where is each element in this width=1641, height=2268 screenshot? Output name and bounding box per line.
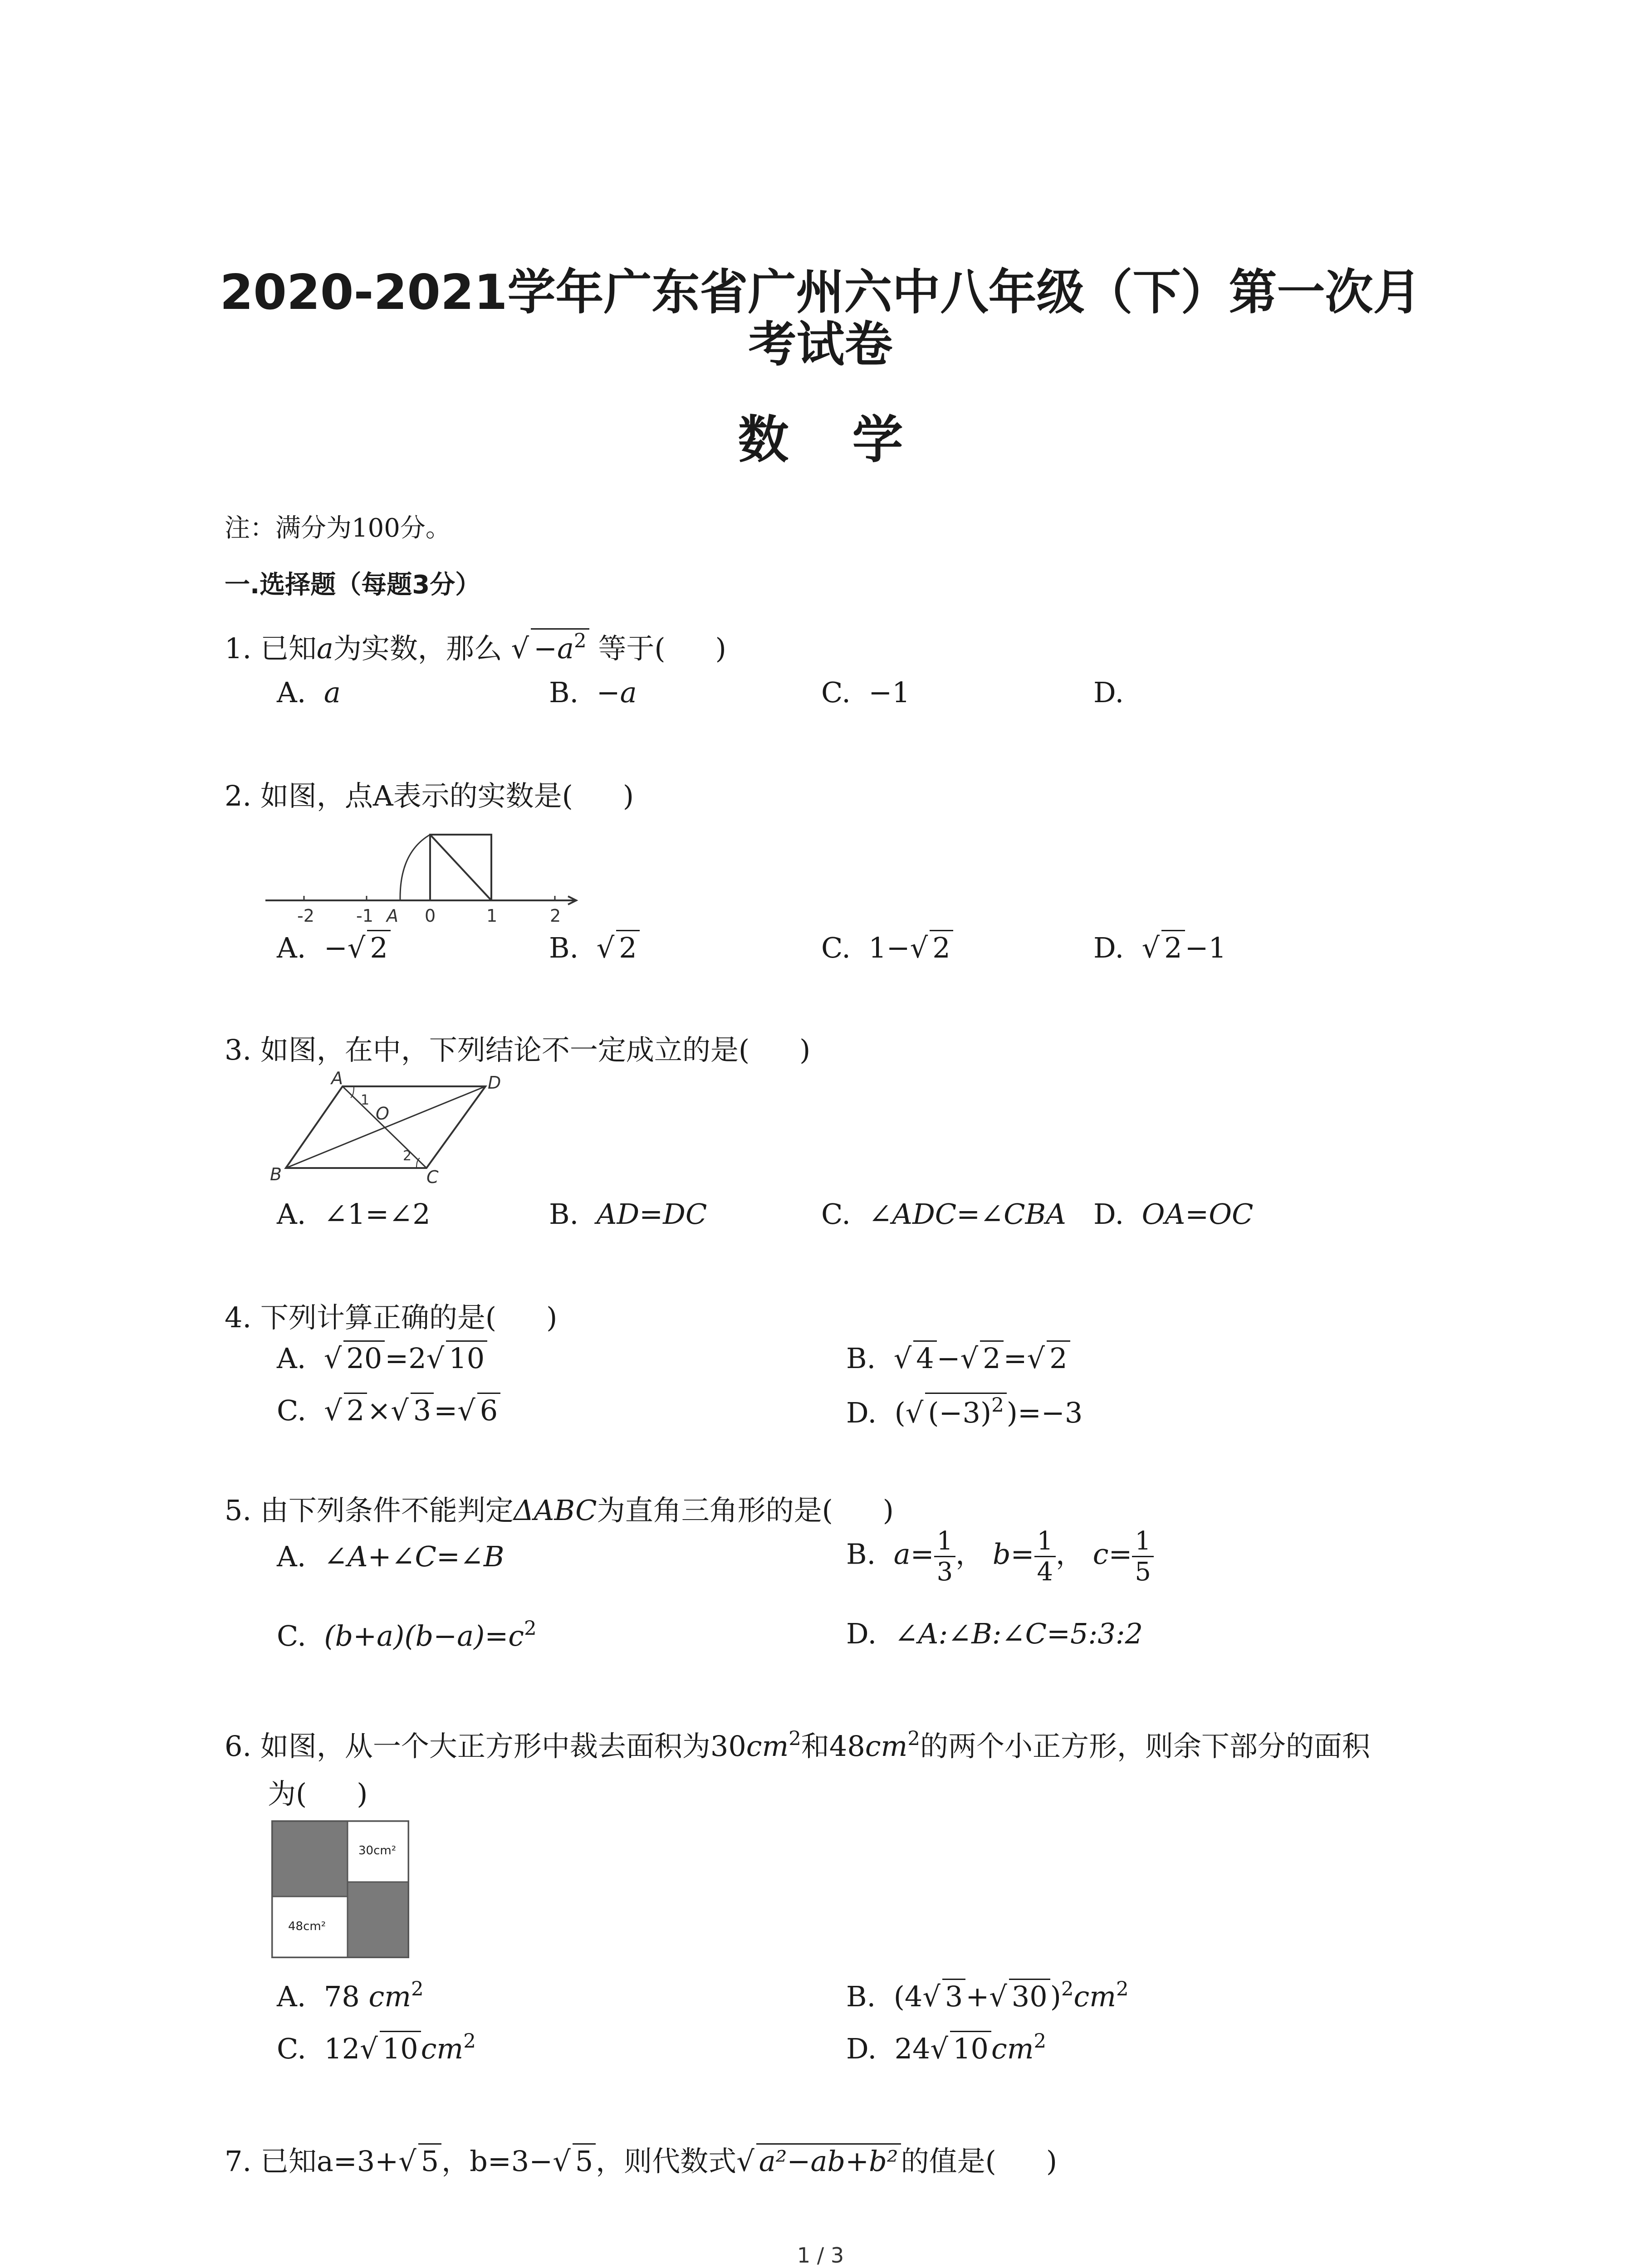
section-heading-choice: 一.选择题（每题3分） xyxy=(225,570,481,600)
question-6-line1: 6. 如图，从一个大正方形中裁去面积为$30cm^2$和$48cm^2$的两个小正方形，则余下部分的面积 xyxy=(225,1727,1370,1763)
score-note: 注：满分为100分。 xyxy=(225,513,451,543)
vertex-label-c: C xyxy=(426,1167,439,1187)
question-7: 7. 已知a=3+√ 5，b=3−√ 5，则代数式√ a²−ab+b²的值是( ) xyxy=(225,2139,1057,2179)
subject-title: 数学 xyxy=(738,411,967,469)
q6-option-b: B. (4√ 3+√ $30)^2cm^2$ xyxy=(846,1978,1129,2013)
q6-option-d: D. 24√ $10cm^2$ xyxy=(846,2030,1047,2065)
tick-label-2: 2 xyxy=(550,906,561,926)
q3-option-a: A. ∠1=∠2 xyxy=(277,1198,431,1231)
question-3: 3. 如图，在中，下列结论不一定成立的是( ) xyxy=(225,1033,811,1066)
question-1: 1. 已知a为实数，那么 √ $-a^2$ 等于( ) xyxy=(225,626,726,666)
question-5: 5. 由下列条件不能判定ΔABC为直角三角形的是( ) xyxy=(225,1494,894,1527)
vertex-label-a: A xyxy=(331,1068,343,1088)
point-label-a: A xyxy=(387,906,398,926)
q4-option-a: A. √ 20=2√ 10 xyxy=(277,1340,487,1375)
vertex-label-b: B xyxy=(270,1164,282,1184)
sqrt-expression: √ $-a^2$ xyxy=(511,628,589,665)
center-label-o: O xyxy=(376,1104,389,1124)
question-2: 2. 如图，点A表示的实数是( ) xyxy=(225,779,634,812)
question-4: 4. 下列计算正确的是( ) xyxy=(225,1301,558,1334)
page-title-line1: 2020-2021学年广东省广州六中八年级（下）第一次月 xyxy=(220,264,1421,320)
q1-option-a: A. a xyxy=(277,676,341,709)
q6-option-a: A. 78 $cm^2$ xyxy=(277,1978,424,2013)
q6-option-c: C. 12√ $10cm^2$ xyxy=(277,2030,476,2065)
q5-option-b: B. a= $\frac{1}{3}$ ， b= $\frac{1}{4}$ ， c= $\frac{1}{5}$ xyxy=(846,1526,1154,1587)
tick-label-neg1: -1 xyxy=(356,906,373,926)
angle-label-2: 2 xyxy=(403,1148,412,1164)
q3-option-d: D. OA=OC xyxy=(1093,1198,1254,1231)
tick-label-neg2: -2 xyxy=(297,906,314,926)
q2-option-b: B. √ 2 xyxy=(549,930,640,964)
number-line-figure xyxy=(263,816,590,925)
square-label-30: 30cm² xyxy=(358,1844,397,1857)
page-number: 1 / 3 xyxy=(797,2243,844,2268)
q2-option-d: D. √ 2−1 xyxy=(1093,930,1226,964)
q3-option-b: B. AD=DC xyxy=(549,1198,707,1231)
q5-option-d: D. ∠A:∠B:∠C=5:3:2 xyxy=(846,1617,1143,1650)
q2-option-a: A. −√ 2 xyxy=(277,930,391,964)
q1-option-c: C. −1 xyxy=(821,676,910,709)
q4-option-d: D. (√ $(-3)^2)=-3$ xyxy=(846,1393,1083,1429)
q5-option-a: A. ∠A+∠C=∠B xyxy=(277,1540,505,1573)
tick-label-0: 0 xyxy=(425,906,436,926)
square-label-48: 48cm² xyxy=(288,1920,326,1933)
vertex-label-d: D xyxy=(488,1073,501,1093)
q1-option-b: B. −a xyxy=(549,676,637,709)
page-title-line2: 考试卷 xyxy=(748,317,893,372)
tick-label-1: 1 xyxy=(486,906,498,926)
q5-option-c: C. $(b+a)(b-a)=c^2$ xyxy=(277,1617,537,1652)
q2-option-c: C. 1−√ 2 xyxy=(821,930,953,964)
q4-option-c: C. √ 2×√ 3=√ 6 xyxy=(277,1393,500,1427)
q3-option-c: C. ∠ADC=∠CBA xyxy=(821,1198,1066,1231)
squares-figure xyxy=(270,1819,415,1964)
q4-option-b: B. √ 4−√ 2=√ 2 xyxy=(846,1340,1070,1375)
q1-option-d: D. xyxy=(1093,676,1124,709)
angle-label-1: 1 xyxy=(361,1092,370,1108)
question-6-line2: 为( ) xyxy=(268,1777,368,1810)
parallelogram-figure xyxy=(263,1070,499,1188)
